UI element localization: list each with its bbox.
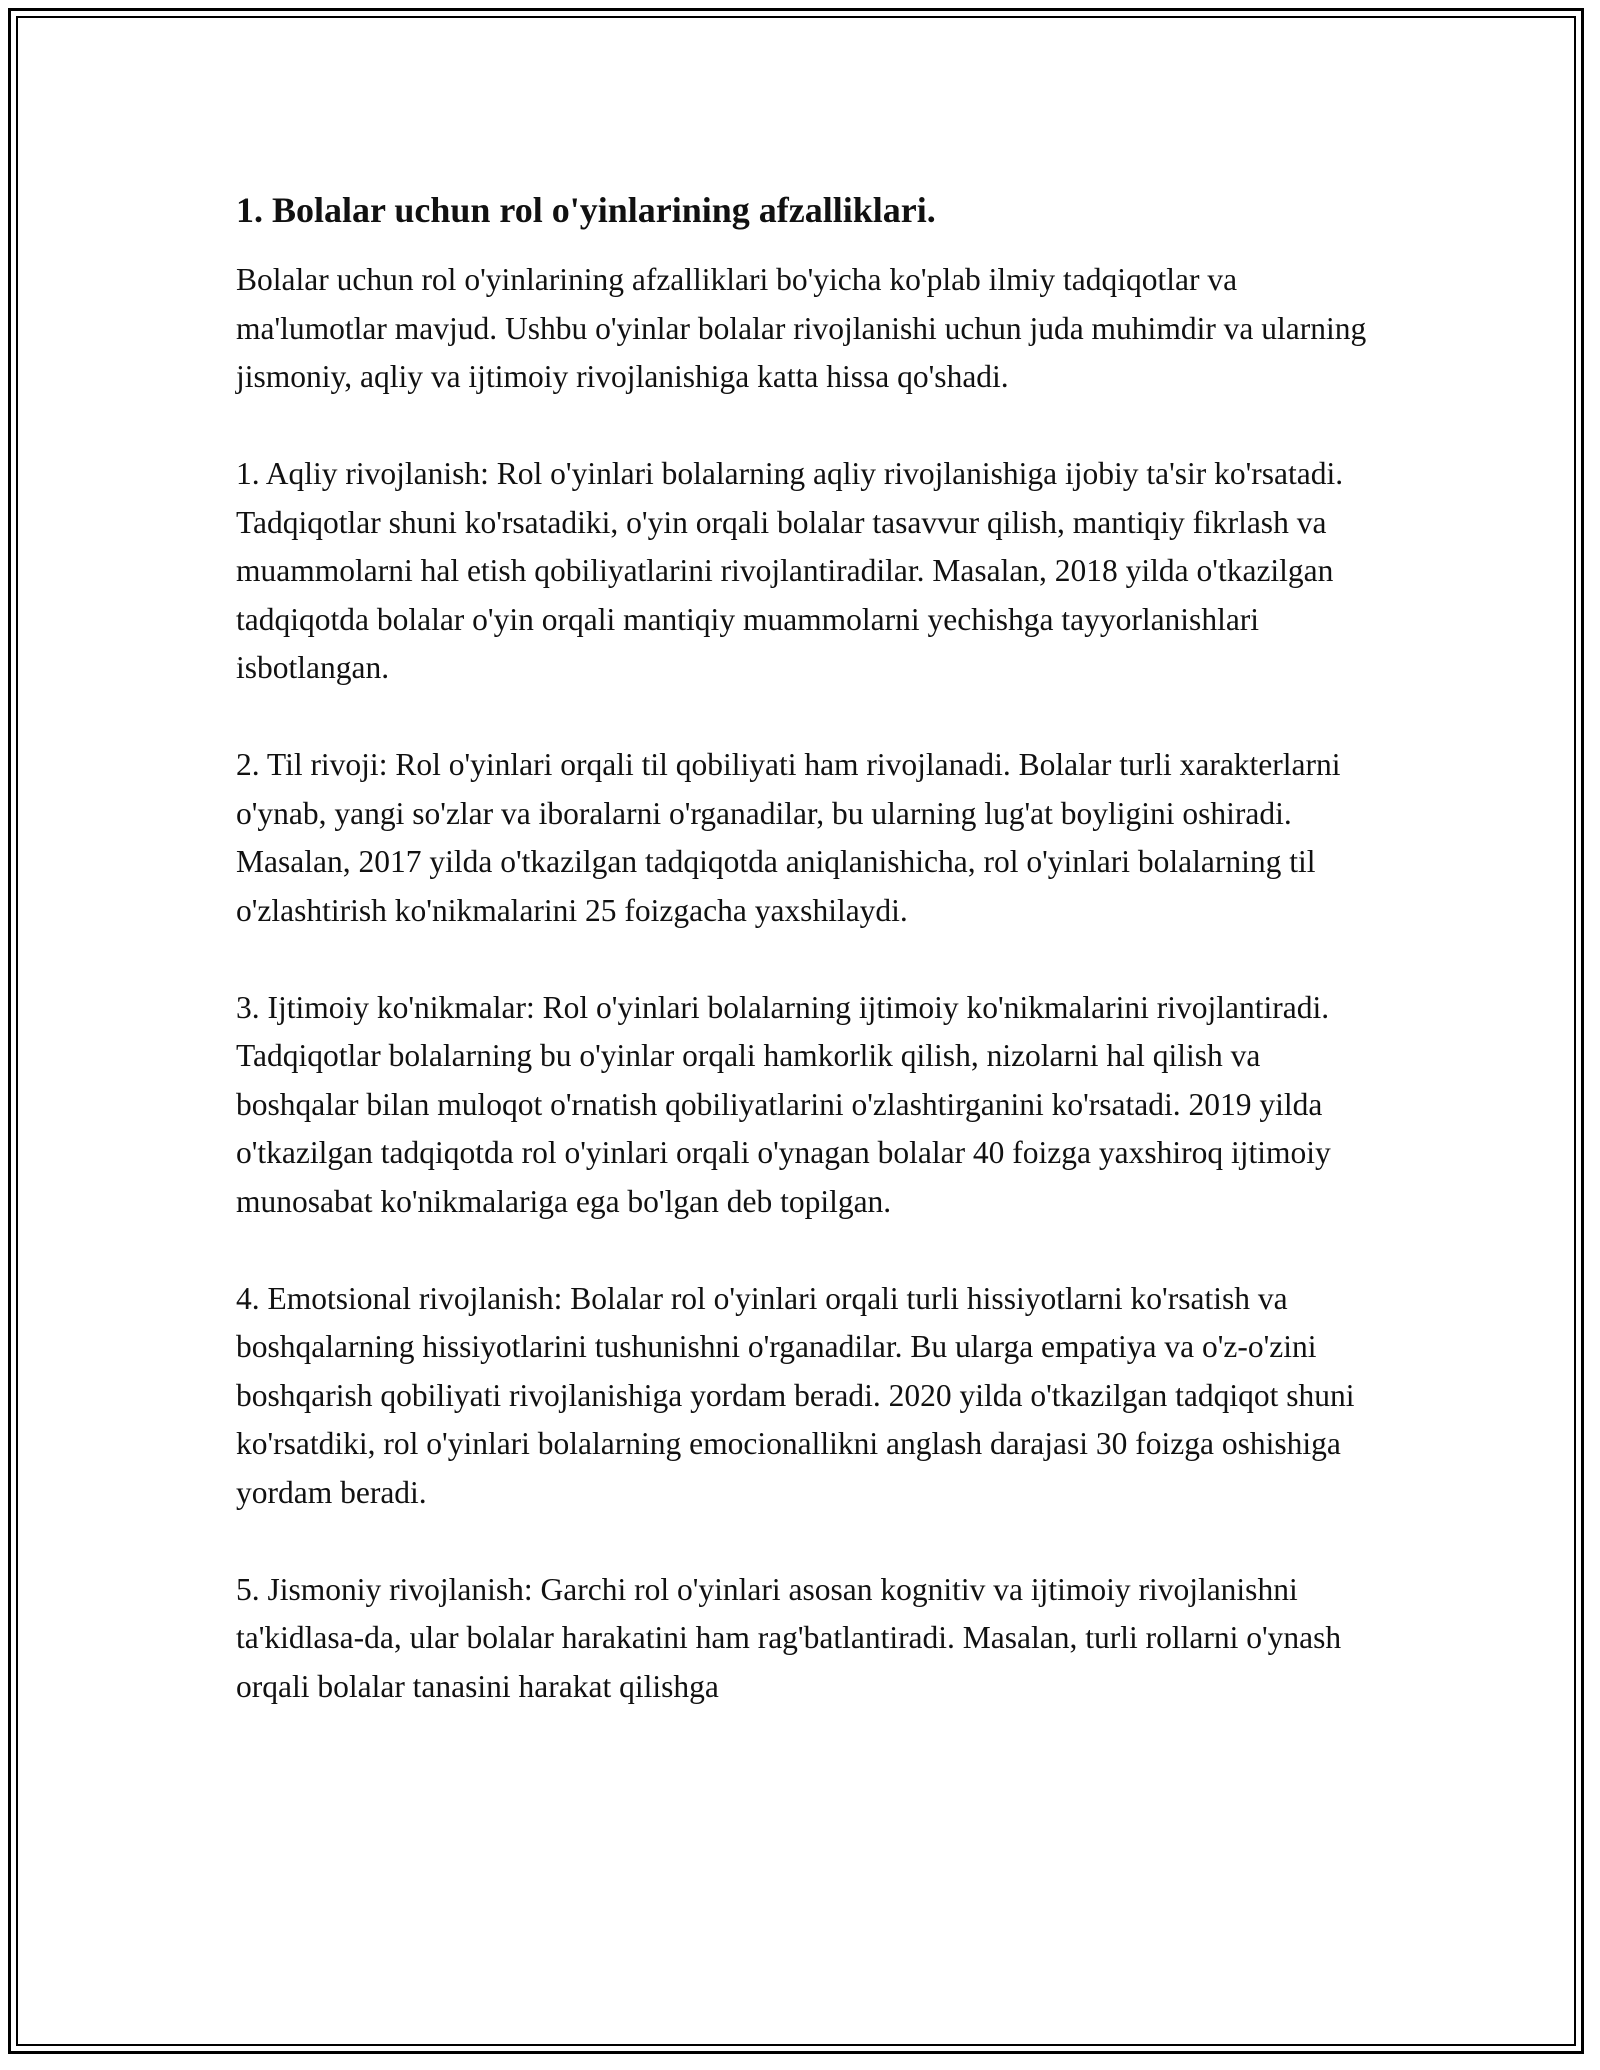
paragraph-physical-development: 5. Jismoniy rivojlanish: Garchi rol o'yinlari asosan kognitiv va ijtimoiy rivojlanishni ta'kidlasa-da, ular bolalar harakatini ham rag'batlantiradi. Masalan, turli rollarni o'ynash orqali bolalar tanasini harakat qilishga — [236, 1571, 1342, 1704]
intro-paragraph: Bolalar uchun rol o'yinlarining afzalliklari bo'yicha ko'plab ilmiy tadqiqotlar va ma'lumotlar mavjud. Ushbu o'yinlar bolalar rivojlanishi uchun juda muhimdir va ularning jismoniy, aqliy va ijtimoiy rivojlanishiga katta hissa qo'shadi. — [236, 262, 1367, 394]
paragraph-social-skills: 3. Ijtimoiy ko'nikmalar: Rol o'yinlari bolalarning ijtimoiy ko'nikmalarini rivojlantiradi. Tadqiqotlar bolalarning bu o'yinlar orqali hamkorlik qilish, nizolarni hal qilish va boshqalar bilan muloqot o'rnatish qobiliyatlarini o'zlashtirganini ko'rsatadi. 2019 yilda o'tkazilgan tadqiqotda rol o'yinlari orqali o'ynagan bolalar 40 foizga yaxshiroq ijtimoiy munosabat ko'nikmalariga ega bo'lgan deb topilgan. — [236, 989, 1331, 1219]
paragraph-language-development: 2. Til rivoji: Rol o'yinlari orqali til qobiliyati ham rivojlanadi. Bolalar turli xarakterlarni o'ynab, yangi so'zlar va iboralarni o'rganadilar, bu ularning lug'at boyligini oshiradi. Masalan, 2017 yilda o'tkazilgan tadqiqotda aniqlanishicha, rol o'yinlari bolalarning til o'zlashtirish ko'nikmalarini 25 foizgacha yaxshilaydi. — [236, 747, 1341, 928]
document-body — [236, 188, 1386, 1711]
paragraph-mental-development: 1. Aqliy rivojlanish: Rol o'yinlari bolalarning aqliy rivojlanishiga ijobiy ta'sir ko'rsatadi. Tadqiqotlar shuni ko'rsatadiki, o'yin orqali bolalar tasavvur qilish, mantiqiy fikrlash va muammolarni hal etish qobiliyatlarini rivojlantiradilar. Masalan, 2018 yilda o'tkazilgan tadqiqotda bolalar o'yin orqali mantiqiy muammolarni yechishga tayyorlanishlari isbotlangan. — [236, 456, 1344, 685]
section-heading: 1. Bolalar uchun rol o'yinlarining afzalliklari. — [236, 190, 936, 230]
paragraph-emotional-development: 4. Emotsional rivojlanish: Bolalar rol o'yinlari orqali turli hissiyotlarni ko'rsatish va boshqalarning hissiyotlarini tushunishni o'rganadilar. Bu ularga empatiya va o'z-o'zini boshqarish qobiliyati rivojlanishiga yordam beradi. 2020 yilda o'tkazilgan tadqiqot shuni ko'rsatdiki, rol o'yinlari bolalarning emocionallikni anglash darajasi 30 foizga oshishiga yordam beradi. — [236, 1280, 1355, 1510]
